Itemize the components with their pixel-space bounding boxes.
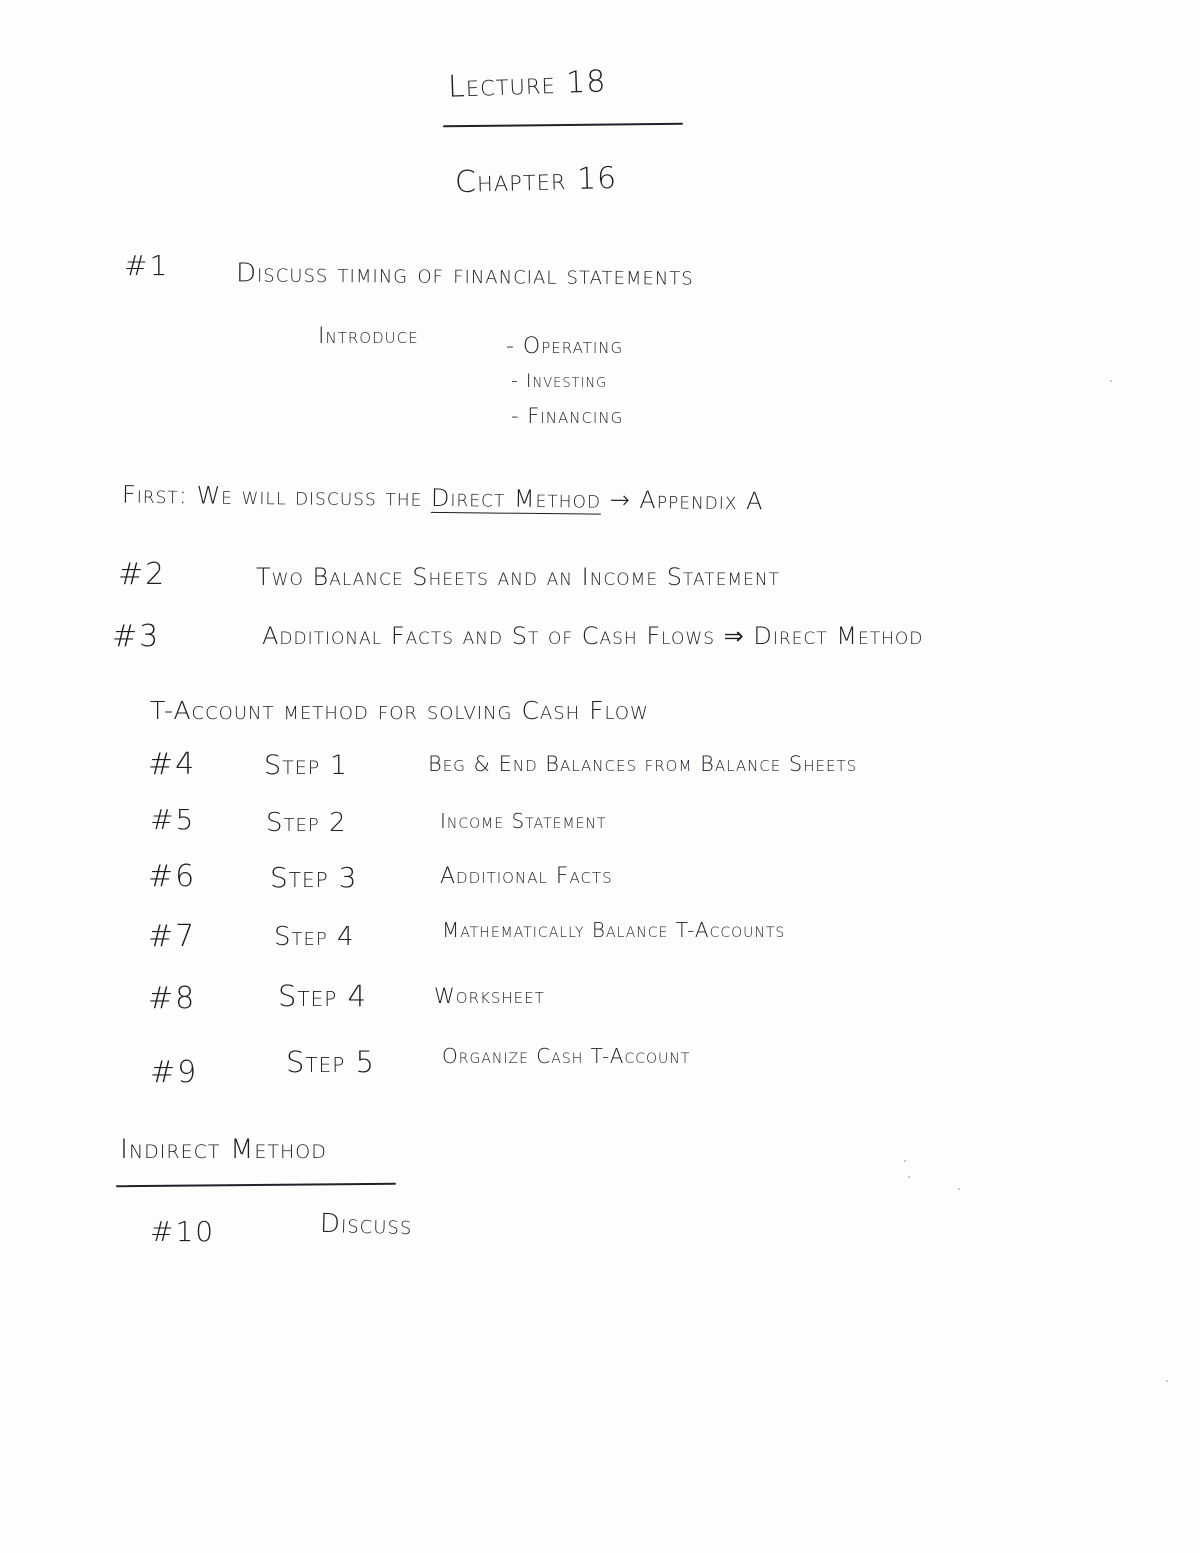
item-number-10: #10 — [150, 1215, 216, 1248]
scan-speck — [1166, 1380, 1168, 1382]
step-row-number: #9 — [150, 1055, 199, 1090]
introduce-label: Introduce — [318, 324, 419, 349]
step-row-number: #6 — [148, 859, 197, 894]
indirect-method-heading: Indirect Method — [120, 1134, 327, 1165]
step-row-number: #7 — [148, 919, 197, 954]
indirect-discuss-text: Discuss — [319, 1208, 413, 1242]
scan-speck — [908, 1176, 910, 1178]
step-row-description: Organize Cash T-Account — [442, 1044, 691, 1068]
item-number-1: #1 — [124, 249, 170, 282]
step-row-number: #5 — [150, 803, 196, 836]
chapter-heading: Chapter 16 — [454, 160, 618, 201]
first-line — [121, 480, 764, 516]
step-row-step: Step 4 — [278, 979, 367, 1013]
step-row-description: Income Statement — [440, 809, 607, 833]
step-row-number: #4 — [148, 747, 197, 782]
step-row-step: Step 4 — [274, 922, 355, 952]
item-text-3: Additional Facts and St of Cash Flows ⇒ Direct Method — [262, 622, 924, 650]
activity-investing: - Investing — [511, 370, 608, 392]
item-text-2: Two Balance Sheets and an Income Statement — [256, 563, 780, 591]
item-number-2: #2 — [118, 557, 167, 592]
step-row-description: Worksheet — [434, 984, 545, 1008]
step-row-description: Beg & End Balances from Balance Sheets — [428, 752, 858, 776]
first-line-prefix: First: We will discuss the — [121, 480, 423, 512]
step-row-step: Step 3 — [270, 861, 358, 894]
step-row-description: Additional Facts — [440, 864, 613, 889]
title-underline — [443, 123, 683, 128]
scan-speck — [904, 1160, 906, 1162]
step-row-number: #8 — [148, 981, 197, 1016]
direct-method-underlined: Direct Method — [430, 483, 602, 514]
scan-speck — [1110, 380, 1112, 382]
step-row-step: Step 1 — [264, 750, 348, 781]
activity-operating: - Operating — [506, 334, 624, 359]
t-account-heading: T-Account method for solving Cash Flow — [150, 696, 649, 725]
indirect-method-underline — [116, 1183, 396, 1187]
step-row-step: Step 2 — [266, 808, 347, 838]
step-row-step: Step 5 — [286, 1045, 375, 1079]
scan-speck — [958, 1188, 960, 1190]
first-line-suffix: → Appendix A — [609, 485, 764, 516]
item-text-1: Discuss timing of financial statements — [235, 258, 694, 292]
activity-financing: - Financing — [511, 404, 624, 428]
lecture-title: Lecture 18 — [447, 64, 607, 105]
step-row-description: Mathematically Balance T-Accounts — [442, 918, 786, 942]
item-number-3: #3 — [112, 619, 161, 654]
